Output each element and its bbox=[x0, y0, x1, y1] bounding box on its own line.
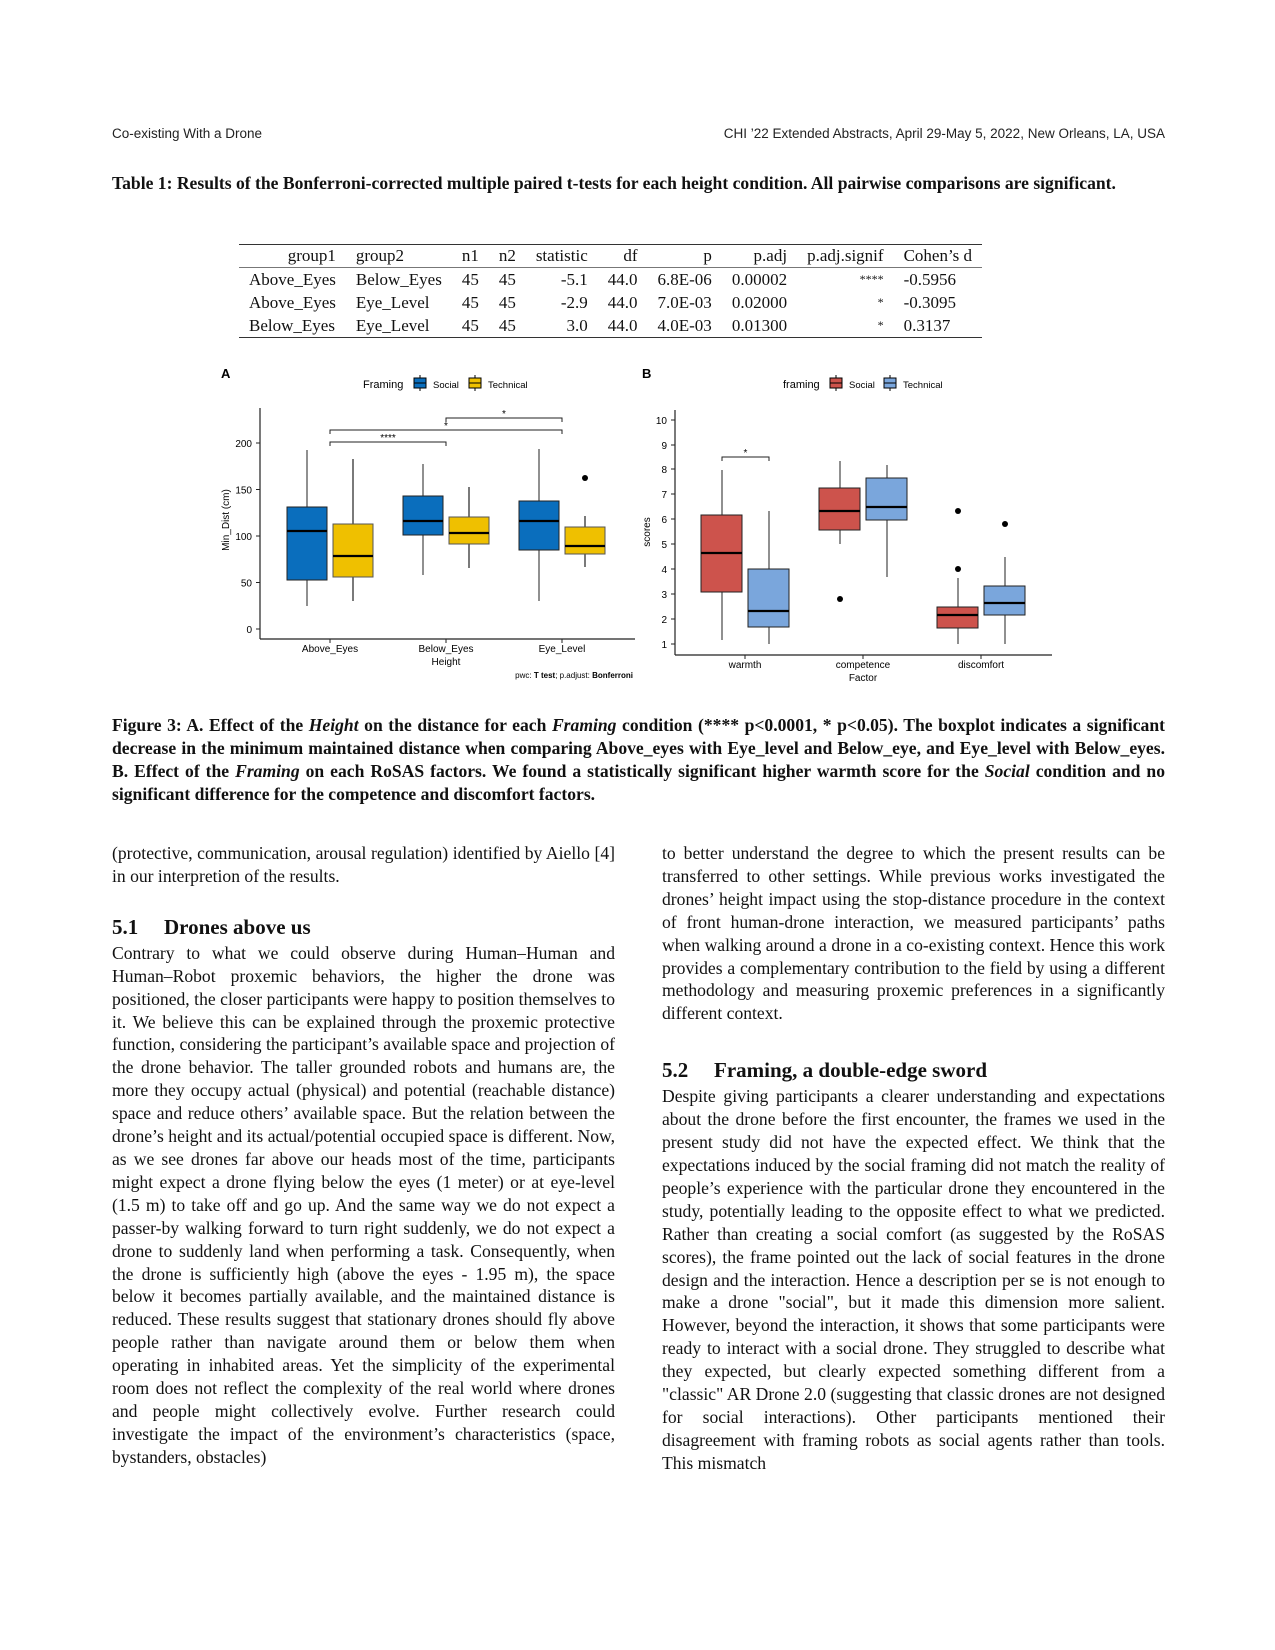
cell: -5.1 bbox=[560, 270, 588, 289]
cell: Eye_Level bbox=[355, 293, 430, 312]
boxes-social-a bbox=[287, 449, 559, 606]
cell: 45 bbox=[498, 270, 516, 289]
paragraph: (protective, communication, arousal regulation) identified by Aiello [4] in our interpretion of the results. bbox=[112, 843, 615, 886]
svg-text:8: 8 bbox=[661, 465, 667, 476]
cell: -2.9 bbox=[560, 293, 588, 312]
svg-text:3: 3 bbox=[661, 590, 667, 601]
sig-label: * bbox=[743, 448, 748, 459]
cell: **** bbox=[859, 272, 884, 286]
svg-text:0: 0 bbox=[246, 625, 252, 636]
sig-label: * bbox=[502, 409, 506, 420]
cell: 44.0 bbox=[607, 270, 638, 289]
paragraph: Despite giving participants a clearer understanding and expectations about the drone before the first encounter, the frames we used in the present study did not have the expected effect. We think that the expectations induced by the social framing did not match the reality of people’s experience with the particular drone they encountered in the study, potentially leading to the opposite effect to what we predicted. Rather than creating a social comfort (as suggested by the RoSAS scores), the frame pointed out the lack of social features in the drone design and the interaction. Hence a description per se is not enough to make a drone "social", but it made this dimension more salient. However, beyond the interaction, it shows that some participants were ready to interact with a social drone. They struggled to describe what they expected, but clearly expected something different from a "classic" AR Drone 2.0 (suggesting that classic drones are not designed for social interactions). Other participants mentioned their disagreement with framing robots as social agents rather than tools. This mismatch bbox=[662, 1086, 1165, 1473]
col-header: p.adj.signif bbox=[797, 245, 894, 268]
table-row bbox=[239, 291, 982, 314]
cell: 44.0 bbox=[598, 314, 648, 338]
sig-label: **** bbox=[380, 433, 396, 444]
col-header: statistic bbox=[526, 245, 598, 268]
cell: -0.3095 bbox=[903, 293, 956, 312]
right-column bbox=[662, 842, 1165, 1475]
sig-label: * bbox=[444, 421, 448, 432]
legend-label-technical: Technical bbox=[488, 380, 528, 391]
svg-text:4: 4 bbox=[661, 565, 667, 576]
svg-text:6: 6 bbox=[661, 515, 667, 526]
cell: 45 bbox=[489, 314, 526, 338]
section-heading-5-2: 5.2 Framing, a double-edge sword bbox=[662, 1058, 987, 1083]
legend-label-social: Social bbox=[849, 380, 875, 391]
svg-text:150: 150 bbox=[235, 485, 252, 497]
cell: 45 bbox=[498, 293, 516, 312]
col-header: p.adj bbox=[722, 245, 797, 268]
paragraph: to better understand the degree to which the present results can be transferred to other settings. While previous works investigated the drones’ height impact using the stop-distance procedure in the context of front human-drone interaction, we measured participants’ paths when walking around a drone in a co-existing context. Hence this work provides a complementary contribution to the field by using a different methodology and measuring proxemic preferences in a significantly different context. bbox=[662, 843, 1165, 1024]
cell: 45 bbox=[461, 293, 479, 312]
outlier-point bbox=[955, 508, 961, 514]
col-header: group1 bbox=[239, 245, 346, 268]
x-tick-label: discomfort bbox=[957, 660, 1005, 671]
cell: * bbox=[877, 295, 884, 309]
chart-panel-b bbox=[640, 360, 1070, 690]
cell: 44.0 bbox=[607, 293, 638, 312]
legend-label-technical: Technical bbox=[903, 380, 943, 391]
boxes-technical-a bbox=[333, 459, 605, 601]
paragraph: Contrary to what we could observe during Human–Human and Human–Robot proxemic behaviors, the higher the drone was positioned, the closer participants were happy to position themselves to it. We believe this can be explained through the proxemic protective function, considering the participant’s available space and projection of the drone behavior. The taller grounded robots and humans are, the more they occupy actual (physical) and potential (reachable distance) space and reduce others’ available space. But the relation between the drone’s height and its actual/potential occupied space is different. Now, as we see drones far above our heads most of the time, participants might expect a drone flying below the eyes (1 meter) or at eye-level (1.5 m) to take off and go up. And the same way we do not expect a passer-by walking forward to turn right suddenly, we do not expect a drone to suddenly land when performing a task. Consequently, when the drone is sufficiently high (above the eyes - 1.95 m), the space below it becomes partially available, and the maintained distance is reduced. These results suggest that stationary drones should fly above people rather than navigate around them or below them when operating in inhabited areas. Yet the simplicity of the experimental room does not reflect the complexity of the real world where drones and people might collectively evolve. Further research could investigate the impact of the environment’s characteristics (space, bystanders, obstacles) bbox=[112, 942, 615, 1467]
cell: 45 bbox=[452, 314, 489, 338]
legend-title: Framing bbox=[363, 379, 404, 391]
cell: Above_Eyes bbox=[249, 270, 336, 289]
col-header: df bbox=[598, 245, 648, 268]
legend-b bbox=[783, 375, 943, 391]
cell: 0.3137 bbox=[894, 314, 982, 338]
svg-text:7: 7 bbox=[661, 490, 667, 501]
legend-a bbox=[363, 375, 528, 391]
col-header: Cohen’s d bbox=[894, 245, 982, 268]
cell: -0.5956 bbox=[903, 270, 956, 289]
svg-text:10: 10 bbox=[655, 416, 667, 427]
x-axis-b bbox=[675, 655, 1052, 684]
col-header: p bbox=[648, 245, 722, 268]
cell: Below_Eyes bbox=[355, 270, 442, 289]
svg-text:100: 100 bbox=[235, 532, 252, 543]
figure-caption: Figure 3: A. Effect of the Height on the distance for each Framing condition (**** p<0.0001, * p<0.05). The boxplot indicates a significant decrease in the minimum maintained distance when comparing Above_eyes with Eye_level and Below_eye, and Eye_level with Below_eyes. B. Effect of the Framing on each RoSAS factors. We found a statistically significant higher warmth score for the Social condition and no significant difference for the competence and discomfort factors. bbox=[112, 715, 1165, 804]
legend-key-social bbox=[830, 375, 842, 391]
svg-text:200: 200 bbox=[235, 439, 252, 450]
svg-text:5: 5 bbox=[661, 540, 667, 551]
cell: * bbox=[797, 314, 894, 338]
y-axis-b bbox=[642, 410, 675, 655]
cell: 4.0E-03 bbox=[648, 314, 722, 338]
y-axis-a bbox=[221, 408, 260, 639]
x-tick-label: competence bbox=[835, 660, 891, 671]
chart-annotation-a: pwc: T test; p.adjust: Bonferroni bbox=[515, 671, 633, 680]
cell: 45 bbox=[461, 270, 479, 289]
table-header-row bbox=[239, 245, 982, 268]
cell: 0.01300 bbox=[722, 314, 797, 338]
running-header-title: Co-existing With a Drone bbox=[112, 126, 263, 141]
chart-panel-a bbox=[215, 360, 640, 690]
x-tick-label: Eye_Level bbox=[538, 644, 586, 655]
legend-key-technical bbox=[469, 375, 481, 391]
x-tick-label: Above_Eyes bbox=[301, 644, 359, 655]
y-axis-label: Min_Dist (cm) bbox=[221, 489, 232, 551]
svg-text:50: 50 bbox=[240, 578, 252, 590]
legend-title: framing bbox=[783, 379, 820, 391]
outlier-point bbox=[582, 475, 588, 481]
svg-text:9: 9 bbox=[661, 441, 667, 452]
panel-label-a: A bbox=[221, 366, 231, 381]
x-axis-label: Height bbox=[431, 657, 461, 668]
x-tick-label: Below_Eyes bbox=[418, 644, 474, 655]
boxes-technical-b bbox=[748, 465, 1025, 644]
svg-text:2: 2 bbox=[661, 615, 667, 626]
legend-key-technical bbox=[884, 375, 896, 391]
table-caption: Table 1: Results of the Bonferroni-corrected multiple paired t-tests for each height condition. All pairwise comparisons are significant. bbox=[112, 173, 1116, 193]
col-header: group2 bbox=[346, 245, 452, 268]
col-header: n1 bbox=[452, 245, 489, 268]
cell: Above_Eyes bbox=[249, 293, 336, 312]
outlier-point bbox=[955, 566, 961, 572]
x-axis-a bbox=[260, 639, 635, 668]
running-header-venue: CHI ’22 Extended Abstracts, April 29-May 5, 2022, New Orleans, LA, USA bbox=[723, 126, 1165, 141]
outlier-point bbox=[837, 596, 843, 602]
left-column bbox=[112, 842, 615, 1469]
section-heading-5-1: 5.1 Drones above us bbox=[112, 914, 311, 939]
table-row bbox=[239, 314, 982, 338]
col-header: n2 bbox=[489, 245, 526, 268]
cell: 6.8E-06 bbox=[657, 270, 712, 289]
outlier-point bbox=[1002, 521, 1008, 527]
cell: Eye_Level bbox=[346, 314, 452, 338]
x-tick-label: warmth bbox=[728, 660, 762, 671]
cell: 3.0 bbox=[526, 314, 598, 338]
cell: 7.0E-03 bbox=[657, 293, 712, 312]
table-row bbox=[239, 268, 982, 292]
panel-label-b: B bbox=[642, 366, 652, 381]
legend-label-social: Social bbox=[433, 380, 459, 391]
cell: 0.02000 bbox=[731, 293, 788, 312]
legend-key-social bbox=[414, 375, 426, 391]
y-axis-label: scores bbox=[642, 517, 653, 547]
cell: 0.00002 bbox=[731, 270, 788, 289]
x-axis-label: Factor bbox=[848, 673, 878, 684]
svg-text:1: 1 bbox=[661, 640, 667, 651]
boxes-social-b bbox=[701, 461, 978, 644]
cell: Below_Eyes bbox=[239, 314, 346, 338]
results-table bbox=[239, 244, 982, 338]
